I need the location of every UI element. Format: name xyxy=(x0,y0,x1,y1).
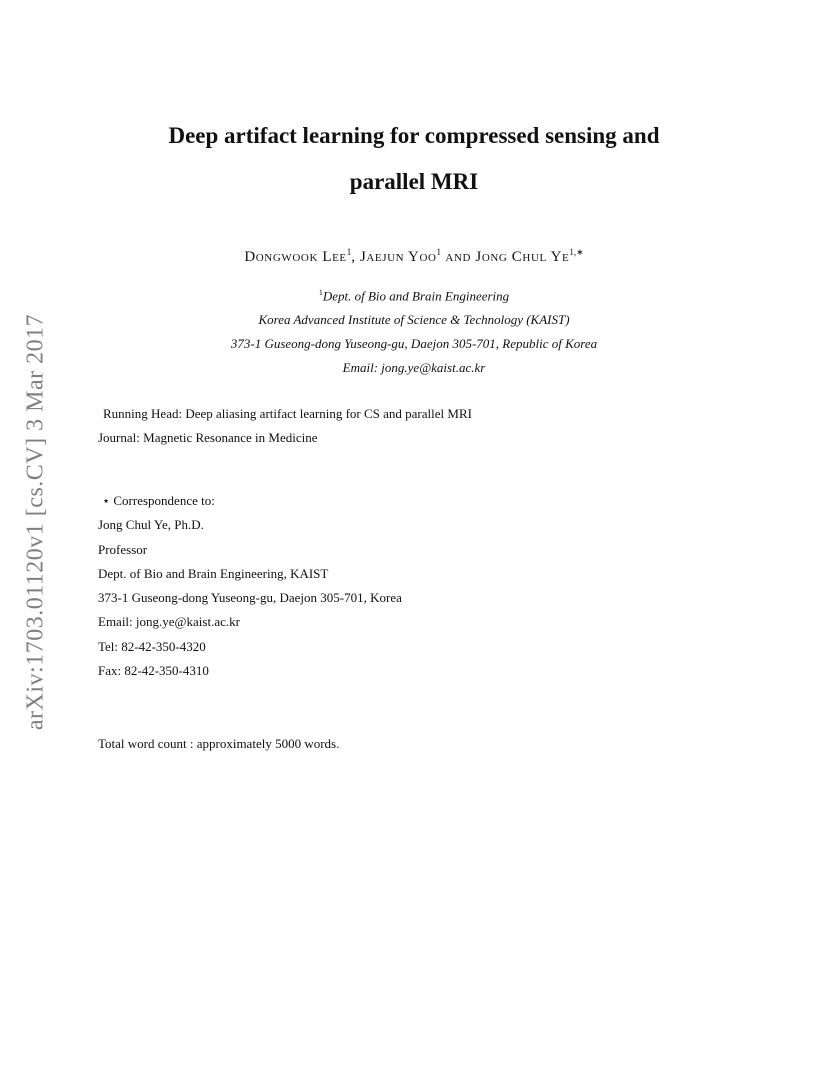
journal-name: Journal: Magnetic Resonance in Medicine xyxy=(98,430,318,445)
correspondence-name: Jong Chul Ye, Ph.D. xyxy=(98,517,204,532)
paper-title-line-1: Deep artifact learning for compressed sensing and xyxy=(168,123,660,148)
author-affiliation-mark: 1 xyxy=(436,247,442,257)
author-name: Jaejun Yoo xyxy=(359,249,437,265)
author-affiliation-mark: 1 xyxy=(346,247,352,257)
correspondence-heading: ⋆ Correspondence to: xyxy=(102,493,215,508)
correspondence-fax: Fax: 82-42-350-4310 xyxy=(98,663,209,678)
author-name: Jong Chul Ye xyxy=(475,249,570,265)
correspondence-dept: Dept. of Bio and Brain Engineering, KAIST xyxy=(98,566,329,581)
correspondence-position: Professor xyxy=(98,542,148,557)
affiliation-email: Email: jong.ye@kaist.ac.kr xyxy=(342,360,486,375)
author-name: Dongwook Lee xyxy=(244,249,347,265)
affiliation-institute: Korea Advanced Institute of Science & Technology (KAIST) xyxy=(258,312,570,327)
author-affiliation-mark: 1,∗ xyxy=(569,247,584,257)
affiliation-address: 373-1 Guseong-dong Yuseong-gu, Daejon 305-701, Republic of Korea xyxy=(230,336,598,351)
correspondence-tel: Tel: 82-42-350-4320 xyxy=(98,639,206,654)
affiliation-mark: 1 xyxy=(318,288,323,297)
author-separator: and xyxy=(441,249,476,265)
correspondence-address: 373-1 Guseong-dong Yuseong-gu, Daejon 305-701, Korea xyxy=(98,590,402,605)
word-count: Total word count : approximately 5000 words. xyxy=(98,736,340,751)
affiliation-dept: $^1$Dept. of Bio and Brain Engineering xyxy=(318,288,510,304)
arxiv-identifier-stamp: arXiv:1703.01120v1 [cs.CV] 3 Mar 2017 xyxy=(22,313,49,731)
author-list xyxy=(100,247,728,266)
correspondence-email: Email: jong.ye@kaist.ac.kr xyxy=(98,614,240,629)
running-head: Running Head: Deep aliasing artifact learning for CS and parallel MRI xyxy=(103,406,472,421)
paper-title-line-2: parallel MRI xyxy=(349,169,479,194)
author-separator: , xyxy=(351,249,360,265)
